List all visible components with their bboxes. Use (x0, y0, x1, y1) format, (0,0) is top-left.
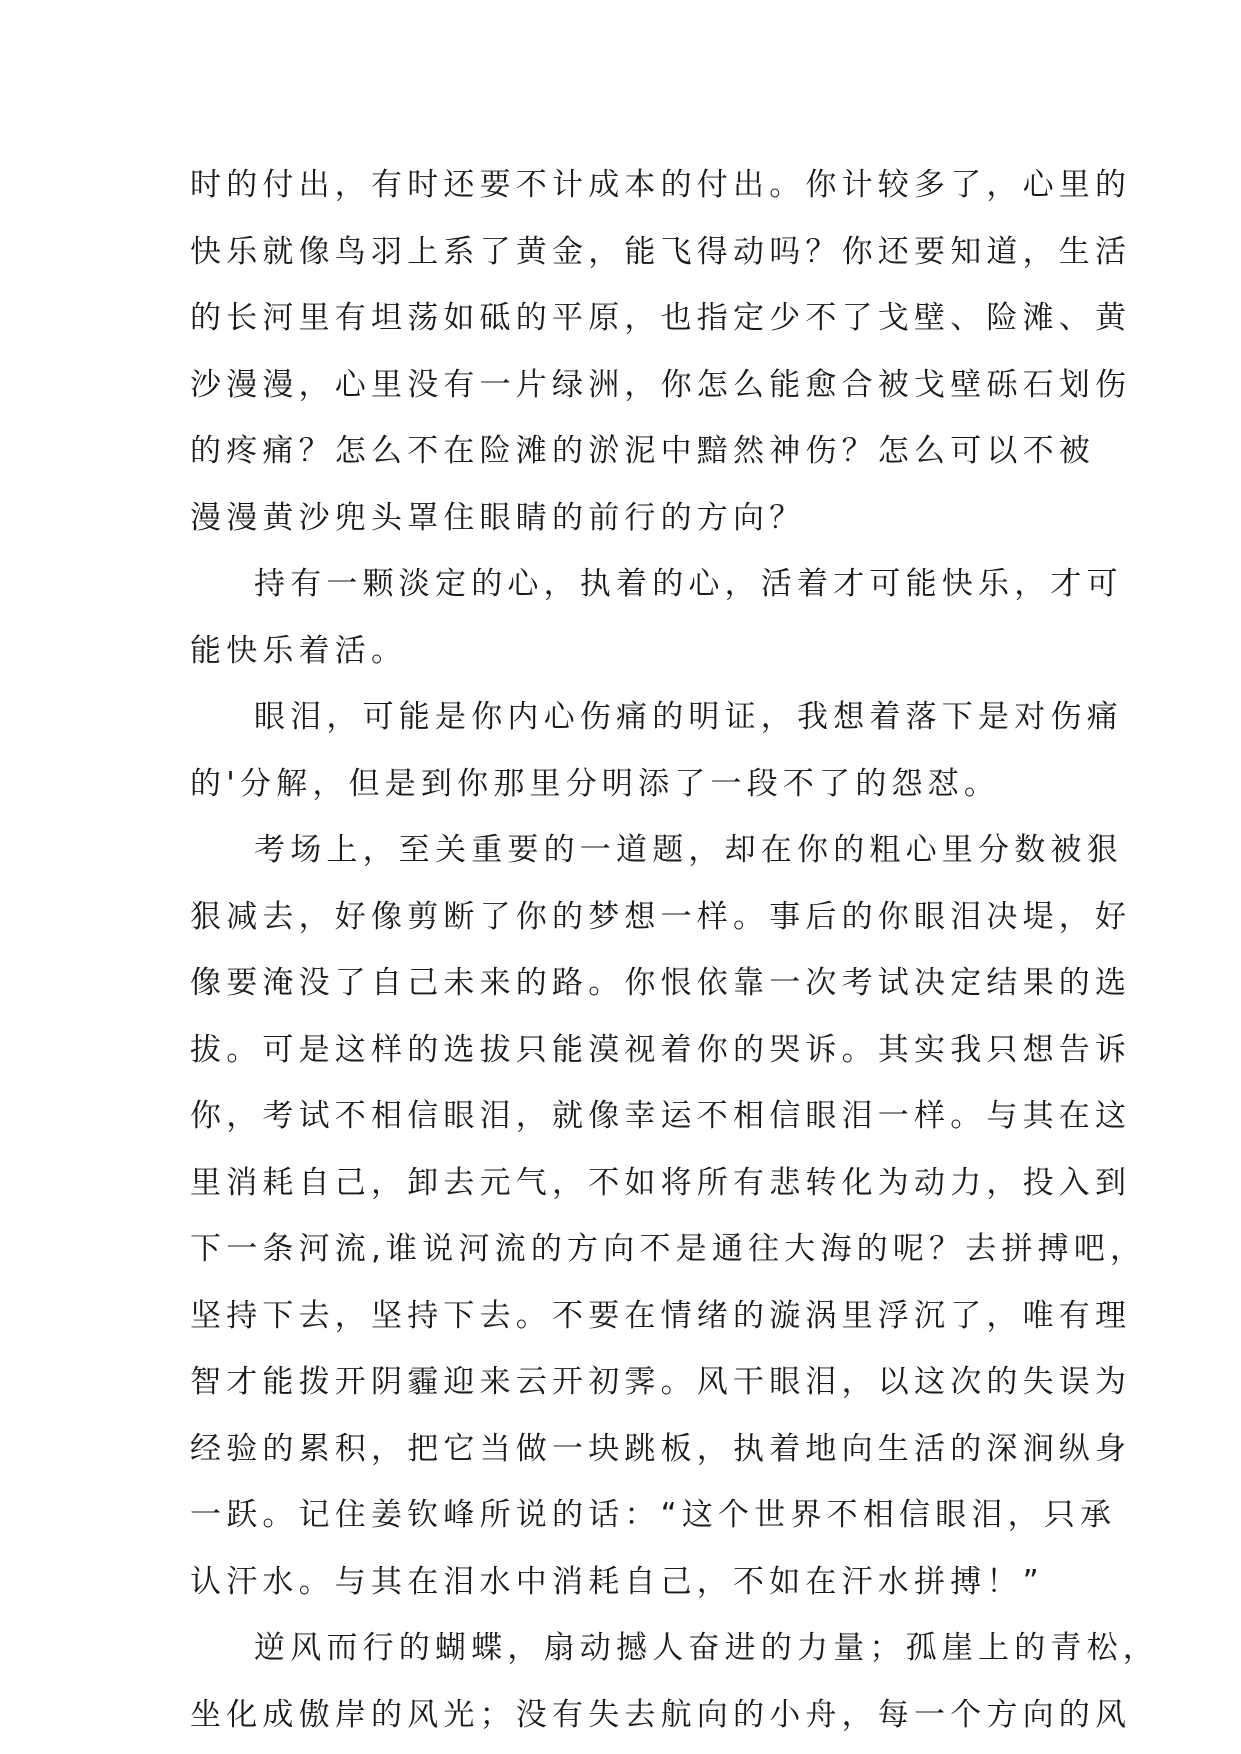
text-line: 沙漫漫，心里没有一片绿洲，你怎么能愈合被戈壁砾石划伤 (190, 366, 1132, 403)
text-line: 的'分解，但是到你那里分明添了一段不了的怨怼。 (190, 765, 1001, 802)
text-line: 认汗水。与其在泪水中消耗自己，不如在汗水拼搏！” (190, 1563, 1044, 1600)
text-line: 能快乐着活。 (190, 632, 408, 669)
text-line: 漫漫黄沙兜头罩住眼睛的前行的方向？ (190, 499, 806, 536)
text-line: 坐化成傲岸的风光；没有失去航向的小舟，每一个方向的风 (190, 1696, 1132, 1733)
paragraph-start-line: 眼泪，可能是你内心伤痛的明证，我想着落下是对伤痛 (254, 699, 1123, 735)
paragraph-start-line: 逆风而行的蝴蝶，扇动撼人奋进的力量；孤崖上的青松， (254, 1630, 1159, 1666)
text-line: 一跃。记住姜钦峰所说的话：“这个世界不相信眼泪，只承 (190, 1497, 1117, 1533)
text-line: 下一条河流,谁说河流的方向不是通往大海的呢？去拼搏吧， (190, 1231, 1147, 1267)
body-text (190, 152, 1159, 1748)
text-line: 的疼痛？怎么不在险滩的淤泥中黯然神伤？怎么可以不被 (190, 433, 1095, 469)
text-line: 快乐就像鸟羽上系了黄金，能飞得动吗？你还要知道，生活 (190, 233, 1132, 270)
text-line: 的长河里有坦荡如砥的平原，也指定少不了戈壁、险滩、黄 (190, 300, 1132, 336)
text-line: 狠减去，好像剪断了你的梦想一样。事后的你眼泪决堤，好 (190, 898, 1132, 935)
paragraph-start-line: 持有一颗淡定的心，执着的心，活着才可能快乐，才可 (254, 566, 1123, 602)
text-line: 经验的累积，把它当做一块跳板，执着地向生活的深涧纵身 (190, 1430, 1132, 1467)
text-line: 你，考试不相信眼泪，就像幸运不相信眼泪一样。与其在这 (190, 1098, 1132, 1134)
text-line: 智才能拨开阴霾迎来云开初霁。风干眼泪，以这次的失误为 (190, 1364, 1132, 1400)
text-line: 时的付出，有时还要不计成本的付出。你计较多了，心里的 (190, 167, 1132, 203)
text-line: 里消耗自己，卸去元气，不如将所有悲转化为动力，投入到 (190, 1164, 1132, 1201)
text-line: 坚持下去，坚持下去。不要在情绪的漩涡里浮沉了，唯有理 (190, 1297, 1132, 1334)
text-line: 拔。可是这样的选拔只能漠视着你的哭诉。其实我只想告诉 (190, 1031, 1132, 1068)
text-line: 像要淹没了自己未来的路。你恨依靠一次考试决定结果的选 (190, 965, 1132, 1001)
paragraph-start-line: 考场上，至关重要的一道题，却在你的粗心里分数被狠 (254, 832, 1123, 868)
